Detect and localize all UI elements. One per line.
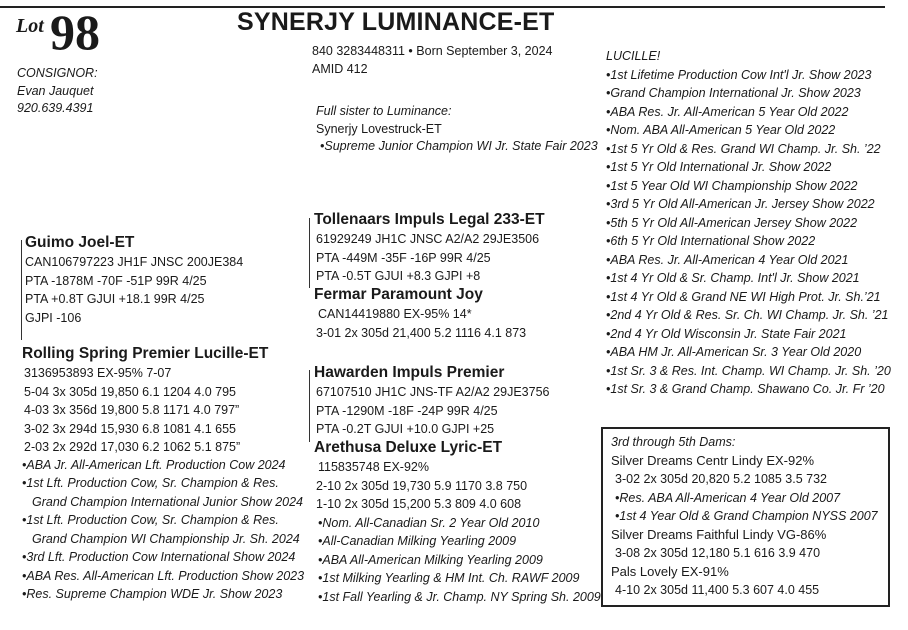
sire-line: GJPI -106 [25, 310, 82, 325]
ggdam-achievement: •All-Canadian Milking Yearling 2009 [318, 534, 517, 548]
dam-achievement: Grand Champion WI Championship Jr. Sh. 2024 [32, 531, 300, 546]
sister-name: Synerjy Lovestruck-ET [316, 121, 442, 136]
sire-line: CAN106797223 JH1F JNSC 200JE384 [25, 255, 244, 269]
mgs-block [314, 210, 545, 286]
dam-achievement: •ABA Jr. All-American Lft. Production Cow 2024 [22, 457, 286, 472]
lucille-item: •1st 5 Yr Old & Res. Grand WI Champ. Jr. Sh. ’22 [606, 141, 881, 156]
lucille-item: •Grand Champion International Jr. Show 2023 [606, 86, 861, 100]
lucille-item: •2nd 4 Yr Old Wisconsin Jr. State Fair 2021 [606, 326, 847, 341]
amid: AMID 412 [312, 61, 368, 76]
lucille-item: •5th 5 Yr Old All-American Jersey Show 2022 [606, 215, 858, 230]
lucille-item: •ABA Res. Jr. All-American 4 Year Old 2021 [606, 252, 849, 267]
lucille-item: •3rd 5 Yr Old All-American Jr. Jersey Show 2022 [606, 197, 875, 211]
dam-block [22, 344, 304, 604]
dam5-line: 4-10 2x 305d 11,400 5.3 607 4.0 455 [615, 583, 820, 597]
consignor-phone: 920.639.4391 [17, 101, 94, 115]
dam-line: 3136953893 EX-95% 7-07 [24, 366, 172, 380]
gdam-name: Fermar Paramount Joy [314, 286, 483, 303]
birth-date: Born September 3, 2024 [416, 44, 553, 58]
dam-achievement: •Res. Supreme Champion WDE Jr. Show 2023 [22, 587, 283, 601]
ggdam-achievement: •1st Fall Yearling & Jr. Champ. NY Spring Sh. 2009 [318, 589, 601, 604]
lucille-item: •1st 4 Yr Old & Grand NE WI High Prot. Jr. Sh.’21 [606, 289, 881, 304]
dam-name: Rolling Spring Premier Lucille-ET [22, 345, 269, 362]
mgs-bracket [309, 218, 310, 288]
ggdam-line: 2-10 2x 305d 19,730 5.9 1170 3.8 750 [316, 478, 528, 493]
ggdam-line: 1-10 2x 305d 15,200 5.3 809 4.0 608 [316, 497, 522, 511]
gdam-line: CAN14419880 EX-95% 14* [318, 307, 472, 321]
mgs-line: 61929249 JH1C JNSC A2/A2 29JE3506 [316, 232, 540, 246]
lucille-item: •1st Sr. 3 & Res. Int. Champ. WI Champ. Jr. Sh. ’20 [606, 363, 891, 378]
lucille-item: •1st 4 Yr Old & Sr. Champ. Int'l Jr. Show 2021 [606, 271, 860, 285]
lucille-heading: LUCILLE! [606, 49, 661, 63]
ggdam-achievement: •ABA All-American Milking Yearling 2009 [318, 552, 543, 567]
lucille-item: •2nd 4 Yr Old & Res. Sr. Ch. WI Champ. Jr. Sh. ’21 [606, 308, 889, 322]
dam-achievement: •1st Lft. Production Cow, Sr. Champion & Res. [22, 513, 279, 527]
lucille-item: •1st Sr. 3 & Grand Champ. Shawano Co. Jr. Fr ’20 [606, 382, 885, 396]
dam5-name: Pals Lovely EX-91% [611, 563, 729, 579]
lot-label: Lot [16, 15, 44, 37]
sister-intro: Full sister to Luminance: [316, 104, 452, 118]
dam-line: 5-04 3x 305d 19,850 6.1 1204 4.0 795 [24, 384, 236, 399]
separator: • [408, 44, 413, 58]
lucille-item: •1st Lifetime Production Cow Int'l Jr. Show 2023 [606, 67, 872, 82]
dam4-line: 3-08 2x 305d 12,180 5.1 616 3.9 470 [615, 546, 821, 560]
sire-line: PTA -1878M -70F -51P 99R 4/25 [25, 273, 207, 288]
page-title: SYNERJY LUMINANCE-ET [237, 8, 555, 36]
mggs-block [314, 363, 549, 439]
lucille-item: •1st 5 Year Old WI Championship Show 2022 [606, 178, 858, 193]
dam3-achievement: •Res. ABA All-American 4 Year Old 2007 [615, 490, 841, 505]
lot-number: 98 [50, 4, 100, 60]
sire-name: Guimo Joel-ET [25, 234, 135, 251]
sister-block [316, 103, 598, 156]
dam-line: 3-02 3x 294d 15,930 6.8 1081 4.1 655 [24, 421, 236, 436]
dam-line: 4-03 3x 356d 19,800 5.8 1171 4.0 797” [24, 403, 240, 417]
mggs-line: PTA -0.2T GJUI +10.0 GJPI +25 [316, 422, 495, 436]
mggs-bracket [309, 370, 310, 442]
dam3-line: 3-02 2x 305d 20,820 5.2 1085 3.5 732 [615, 472, 827, 486]
lucille-item: •ABA HM Jr. All-American Sr. 3 Year Old 2020 [606, 345, 862, 359]
gdam-line: 3-01 2x 305d 21,400 5.2 1116 4.1 873 [316, 325, 527, 340]
dam-achievement: Grand Champion International Junior Show 2024 [32, 494, 304, 509]
sire-line: PTA +0.8T GJUI +18.1 99R 4/25 [25, 292, 205, 306]
mgs-line: PTA -0.5T GJUI +8.3 GJPI +8 [316, 269, 481, 283]
dam4-name: Silver Dreams Faithful Lindy VG-86% [611, 526, 827, 542]
sister-note: •Supreme Junior Champion WI Jr. State Fair 2023 [320, 139, 598, 153]
mgs-line: PTA -449M -35F -16P 99R 4/25 [316, 250, 491, 265]
lucille-block [606, 47, 891, 399]
sire-block [25, 233, 243, 327]
dam3-name: Silver Dreams Centr Lindy EX-92% [611, 452, 815, 468]
dam-achievement: •1st Lft. Production Cow, Sr. Champion & Res. [22, 476, 279, 490]
mggs-name: Hawarden Impuls Premier [314, 364, 505, 381]
sire-bracket [21, 240, 22, 340]
lucille-item: •Nom. ABA All-American 5 Year Old 2022 [606, 123, 836, 137]
mggs-line: 67107510 JH1C JNS-TF A2/A2 29JE3756 [316, 385, 550, 399]
consignor-name: Evan Jauquet [17, 83, 94, 98]
dam-achievement: •ABA Res. All-American Lft. Production Show 2023 [22, 568, 305, 583]
lucille-item: •6th 5 Yr Old International Show 2022 [606, 234, 816, 248]
consignor-label: CONSIGNOR: [17, 66, 98, 80]
dam-achievement: •3rd Lft. Production Cow International Show 2024 [22, 550, 296, 564]
registration-number: 840 3283448311 [312, 44, 405, 58]
lucille-item: •ABA Res. Jr. All-American 5 Year Old 2022 [606, 104, 849, 119]
lucille-item: •1st 5 Yr Old International Jr. Show 2022 [606, 160, 832, 174]
animal-info [312, 43, 552, 78]
ggdam-block [314, 438, 601, 606]
mggs-line: PTA -1290M -18F -24P 99R 4/25 [316, 403, 498, 418]
dams-box [601, 427, 890, 607]
ggdam-name: Arethusa Deluxe Lyric-ET [314, 439, 503, 456]
dam3-achievement: •1st 4 Year Old & Grand Champion NYSS 2007 [615, 509, 878, 523]
mgs-name: Tollenaars Impuls Legal 233-ET [314, 211, 545, 228]
dam-line: 2-03 2x 292d 17,030 6.2 1062 5.1 875” [24, 440, 241, 454]
gdam-block [314, 285, 526, 342]
ggdam-achievement: •Nom. All-Canadian Sr. 2 Year Old 2010 [318, 515, 540, 530]
dams-box-heading: 3rd through 5th Dams: [611, 435, 736, 449]
ggdam-line: 115835748 EX-92% [318, 460, 429, 474]
consignor-block [17, 65, 98, 118]
ggdam-achievement: •1st Milking Yearling & HM Int. Ch. RAWF 2009 [318, 571, 580, 585]
